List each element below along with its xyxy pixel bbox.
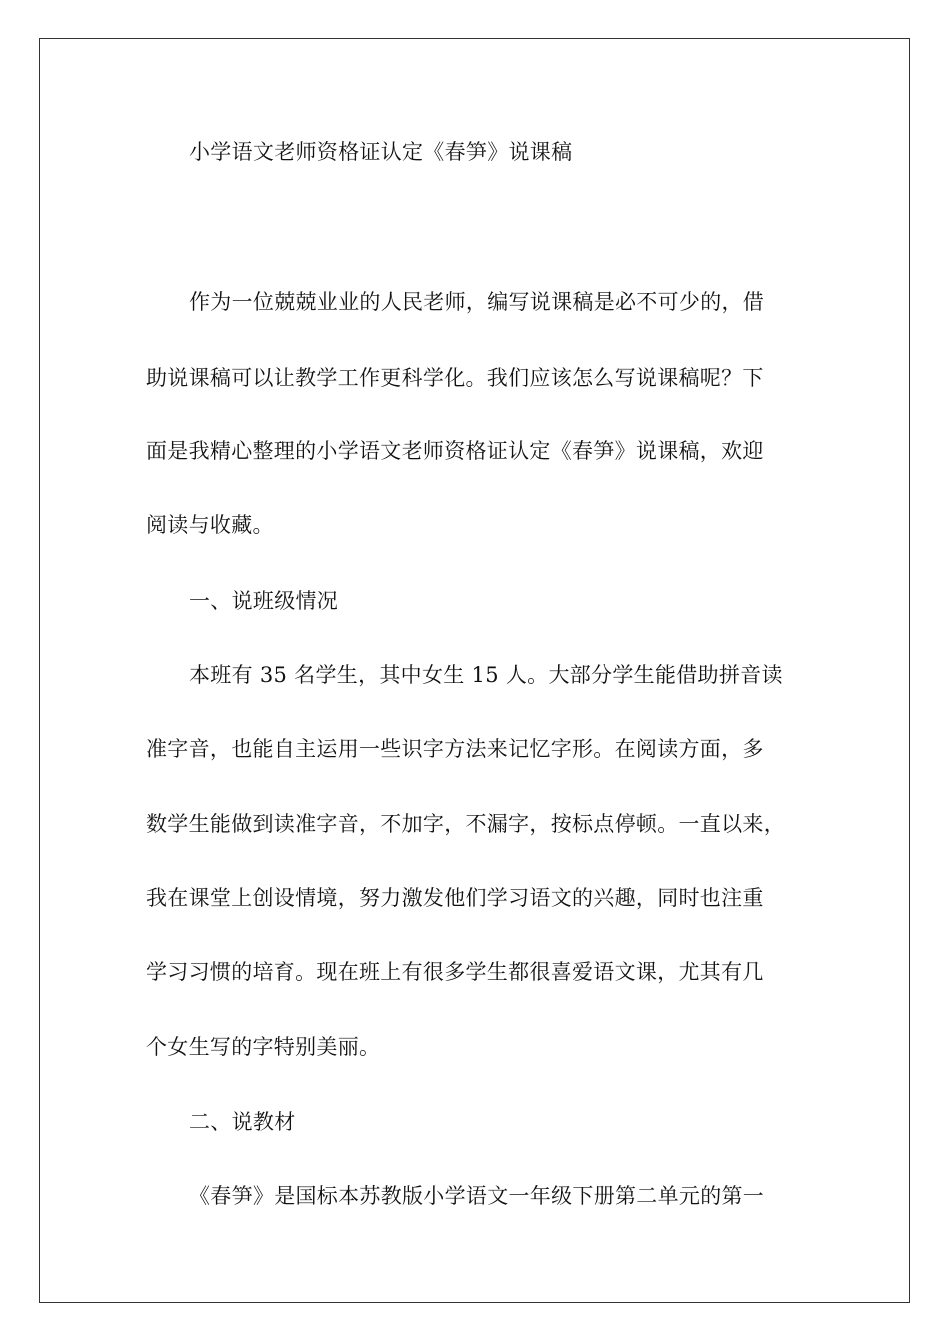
paragraph-line: 面是我精心整理的小学语文老师资格证认定《春笋》说课稿，欢迎 [146,439,764,463]
paragraph-line: 本班有 35 名学生，其中女生 15 人。大部分学生能借助拼音读 [189,663,783,687]
paragraph-line: 《春笋》是国标本苏教版小学语文一年级下册第二单元的第一 [189,1184,765,1208]
document-title: 小学语文老师资格证认定《春笋》说课稿 [189,140,573,164]
paragraph-line: 准字音，也能自主运用一些识字方法来记忆字形。在阅读方面，多 [146,737,764,761]
paragraph-line: 个女生写的字特别美丽。 [146,1035,381,1059]
paragraph-line: 数学生能做到读准字音，不加字，不漏字，按标点停顿。一直以来， [146,812,785,836]
paragraph-line: 阅读与收藏。 [146,513,274,537]
paragraph-line: 助说课稿可以让教学工作更科学化。我们应该怎么写说课稿呢？下 [146,366,764,390]
paragraph-line: 作为一位兢兢业业的人民老师，编写说课稿是必不可少的，借 [189,290,765,314]
section-heading: 一、说班级情况 [189,589,339,613]
paragraph-line: 我在课堂上创设情境，努力激发他们学习语文的兴趣，同时也注重 [146,886,764,910]
section-heading: 二、说教材 [189,1110,296,1134]
paragraph-line: 学习习惯的培育。现在班上有很多学生都很喜爱语文课，尤其有几 [146,960,764,984]
